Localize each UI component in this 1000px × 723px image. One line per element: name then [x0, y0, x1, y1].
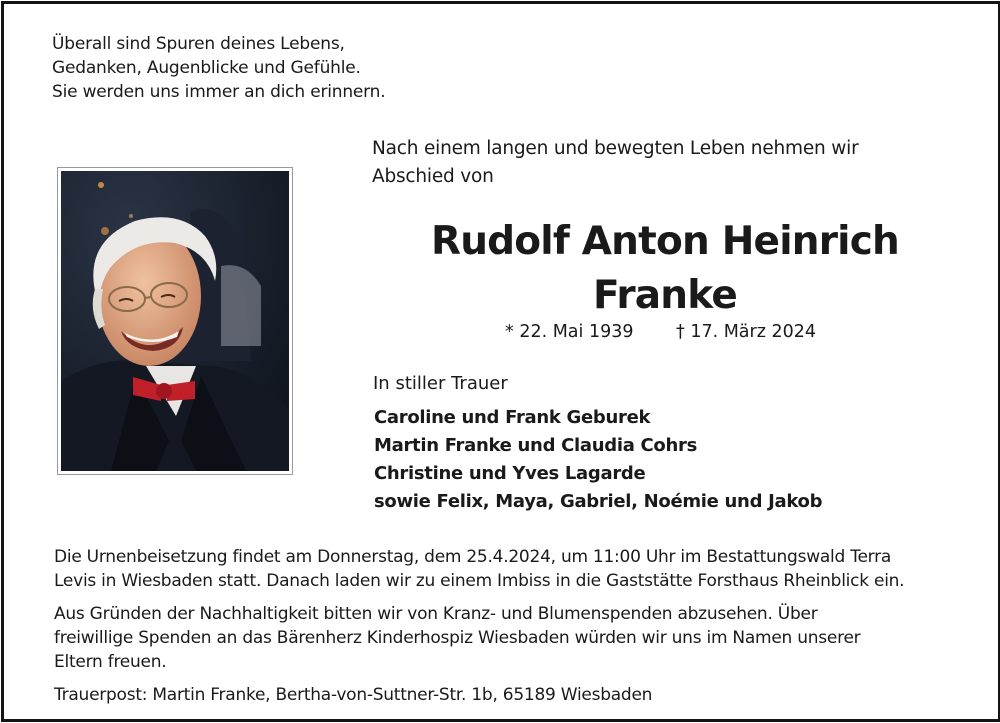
mourners-list [374, 404, 822, 516]
portrait-image [61, 171, 289, 471]
burial-notice [54, 545, 974, 593]
mourner-entry: sowie Felix, Maya, Gabriel, Noémie und Jakob [374, 491, 823, 512]
birth-date: * 22. Mai 1939 [505, 322, 634, 342]
memorial-verse [52, 32, 385, 104]
notice-line: freiwillige Spenden an das Bärenherz Kinderhospiz Wiesbaden würden wir uns im Namen unserer [54, 628, 861, 648]
notice-line: Die Urnenbeisetzung findet am Donnerstag, dem 25.4.2024, um 11:00 Uhr im Bestattungswald Terra [54, 547, 892, 567]
mourner-entry: Christine und Yves Lagarde [374, 463, 646, 484]
death-date: † 17. März 2024 [676, 322, 817, 342]
mourner-entry: Martin Franke und Claudia Cohrs [374, 435, 698, 456]
verse-line: Gedanken, Augenblicke und Gefühle. [52, 58, 361, 78]
notice-line: Levis in Wiesbaden statt. Danach laden wir zu einem Imbiss in die Gaststätte Forsthaus Rheinblick ein. [54, 571, 905, 591]
intro-line: Nach einem langen und bewegten Leben nehmen wir [372, 138, 859, 159]
notice-line: Eltern freuen. [54, 652, 167, 672]
donation-notice [54, 602, 974, 674]
verse-line: Sie werden uns immer an dich erinnern. [52, 82, 386, 102]
name-line: Franke [592, 273, 737, 318]
notice-line: Aus Gründen der Nachhaltigkeit bitten wir von Kranz- und Blumenspenden abzusehen. Über [54, 604, 818, 624]
mourner-entry: Caroline und Frank Geburek [374, 407, 651, 428]
portrait-photo [57, 167, 293, 475]
name-line: Rudolf Anton Heinrich [430, 219, 900, 264]
mourning-address: Trauerpost: Martin Franke, Bertha-von-Suttner-Str. 1b, 65189 Wiesbaden [54, 685, 653, 705]
verse-line: Überall sind Spuren deines Lebens, [52, 34, 345, 54]
farewell-intro [372, 135, 932, 191]
mourning-label: In stiller Trauer [373, 373, 508, 394]
intro-line: Abschied von [372, 166, 494, 187]
deceased-name [380, 215, 950, 323]
